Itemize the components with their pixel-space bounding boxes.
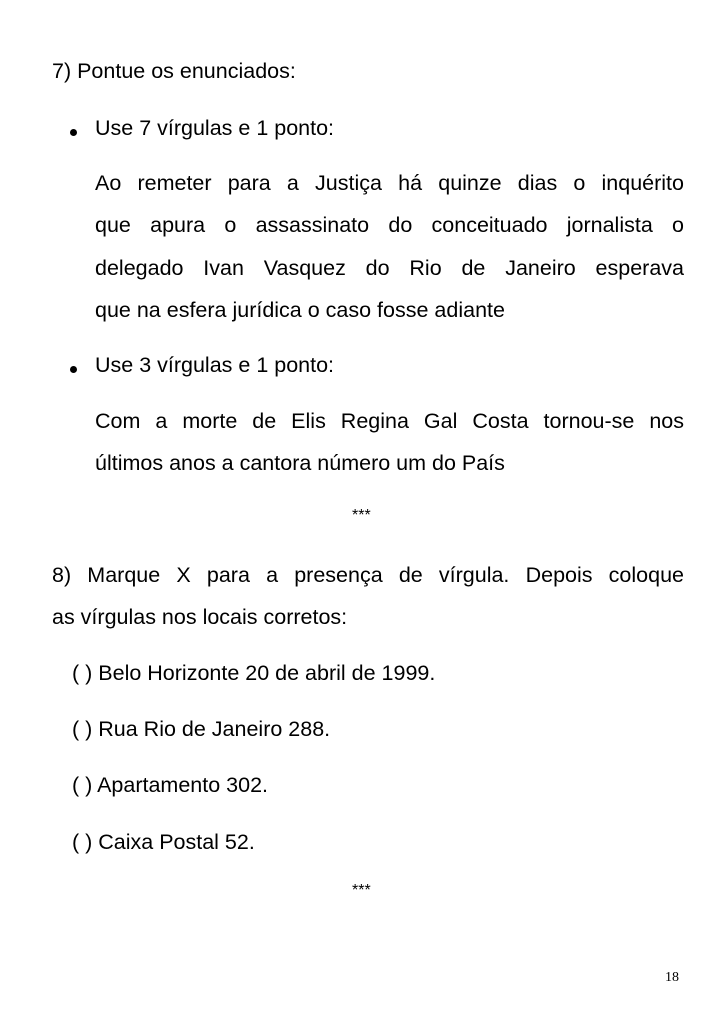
question-7-item-1-line-2: que apura o assassinato do conceituado jornalista o — [95, 213, 684, 237]
question-7-item-1-instruction: Use 7 vírgulas e 1 ponto: — [95, 116, 335, 140]
question-7-item-1-line-3: delegado Ivan Vasquez do Rio de Janeiro esperava — [95, 256, 684, 280]
question-8-heading-line-1: 8) Marque X para a presença de vírgula. Depois coloque — [52, 563, 684, 587]
question-7-item-1-line-1: Ao remeter para a Justiça há quinze dias o inquérito — [95, 171, 684, 195]
question-8-option-3: ( ) Apartamento 302. — [72, 773, 268, 797]
question-7-item-2-line-2: últimos anos a cantora número um do País — [95, 451, 505, 475]
section-separator: *** — [352, 882, 371, 899]
question-8-option-1: ( ) Belo Horizonte 20 de abril de 1999. — [72, 661, 436, 685]
question-7-item-2-instruction: Use 3 vírgulas e 1 ponto: — [95, 353, 335, 377]
section-separator: *** — [352, 507, 371, 524]
question-8-option-2: ( ) Rua Rio de Janeiro 288. — [72, 717, 331, 741]
bullet-icon — [70, 366, 77, 373]
page-number: 18 — [665, 970, 679, 985]
question-8-heading-line-2: as vírgulas nos locais corretos: — [52, 605, 348, 629]
question-8-option-4: ( ) Caixa Postal 52. — [72, 830, 255, 854]
question-7-heading: 7) Pontue os enunciados: — [52, 59, 296, 83]
bullet-icon — [70, 129, 77, 136]
question-7-item-2-line-1: Com a morte de Elis Regina Gal Costa tornou-se nos — [95, 409, 684, 433]
question-7-item-1-line-4: que na esfera jurídica o caso fosse adiante — [95, 298, 505, 322]
